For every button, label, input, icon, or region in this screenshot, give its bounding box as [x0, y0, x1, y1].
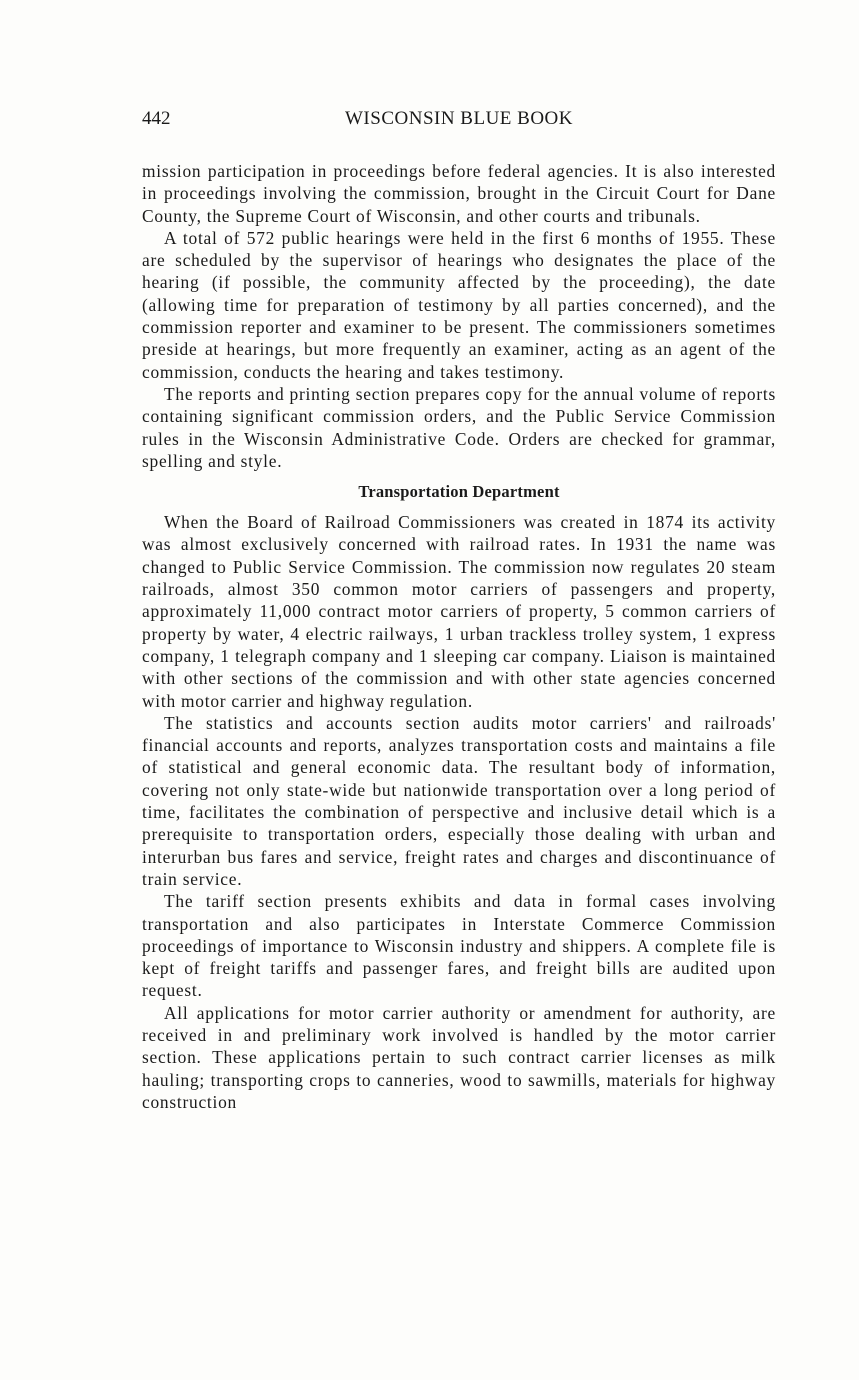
- paragraph-continued: mission participation in proceedings before federal agencies. It is also interested in proceedings involving the commission, brought in the Circuit Court for Dane County, the Supreme Court of Wisconsin, and other courts and tribunals.: [142, 161, 776, 226]
- paragraph-statistics: The statistics and accounts section audits motor carriers' and railroads' financial accounts and reports, analyzes transportation costs and maintains a file of statistical and general economic data. The resultant body of information, covering not only state-wide but nationwide transportation over a long period of time, facilitates the combination of perspective and inclusive detail which is a prerequisite to transportation orders, especially those dealing with urban and interurban bus fares and service, freight rates and charges and discontinuance of train service.: [142, 712, 776, 889]
- paragraph-tariff: The tariff section presents exhibits and data in formal cases involving transportation and also participates in Interstate Commerce Commission proceedings of importance to Wisconsin industry and shippers. A complete file is kept of freight tariffs and passenger fares, and freight bills are audited upon request.: [142, 891, 776, 1001]
- page-header: [142, 108, 776, 136]
- paragraph-reports: The reports and printing section prepares copy for the annual volume of reports containing significant commission orders, and the Public Service Commission rules in the Wisconsin Administrative Code. Orders are checked for grammar, spelling and style.: [142, 383, 776, 471]
- running-head: WISCONSIN BLUE BOOK: [345, 108, 573, 129]
- paragraph-motor-carrier: All applications for motor carrier authority or amendment for authority, are received in and preliminary work involved is handled by the motor carrier section. These applications pertain to such contract carrier licenses as milk hauling; transporting crops to canneries, wood to sawmills, materials for highway construction: [142, 1002, 776, 1112]
- page-number: 442: [142, 108, 171, 129]
- book-page: [142, 108, 776, 1113]
- section-heading: Transportation Department: [358, 482, 560, 502]
- paragraph-history: When the Board of Railroad Commissioners was created in 1874 its activity was almost exclusively concerned with railroad rates. In 1931 the name was changed to Public Service Commission. The commission now regulates 20 steam railroads, almost 350 common motor carriers of passengers and property, approximately 11,000 contract motor carriers of property, 5 common carriers of property by water, 4 electric railways, 1 urban trackless trolley system, 1 express company, 1 telegraph company and 1 sleeping car company. Liaison is maintained with other sections of the commission and with other state agencies concerned with motor carrier and highway regulation.: [142, 512, 776, 711]
- body-text: [142, 160, 776, 1113]
- paragraph-hearings: A total of 572 public hearings were held in the first 6 months of 1955. These are scheduled by the supervisor of hearings who designates the place of the hearing (if possible, the community affected by the proceeding), the date (allowing time for preparation of testimony by all parties concerned), and the commission reporter and examiner to be present. The commissioners sometimes preside at hearings, but more frequently an examiner, acting as an agent of the commission, conducts the hearing and takes testimony.: [142, 227, 776, 382]
